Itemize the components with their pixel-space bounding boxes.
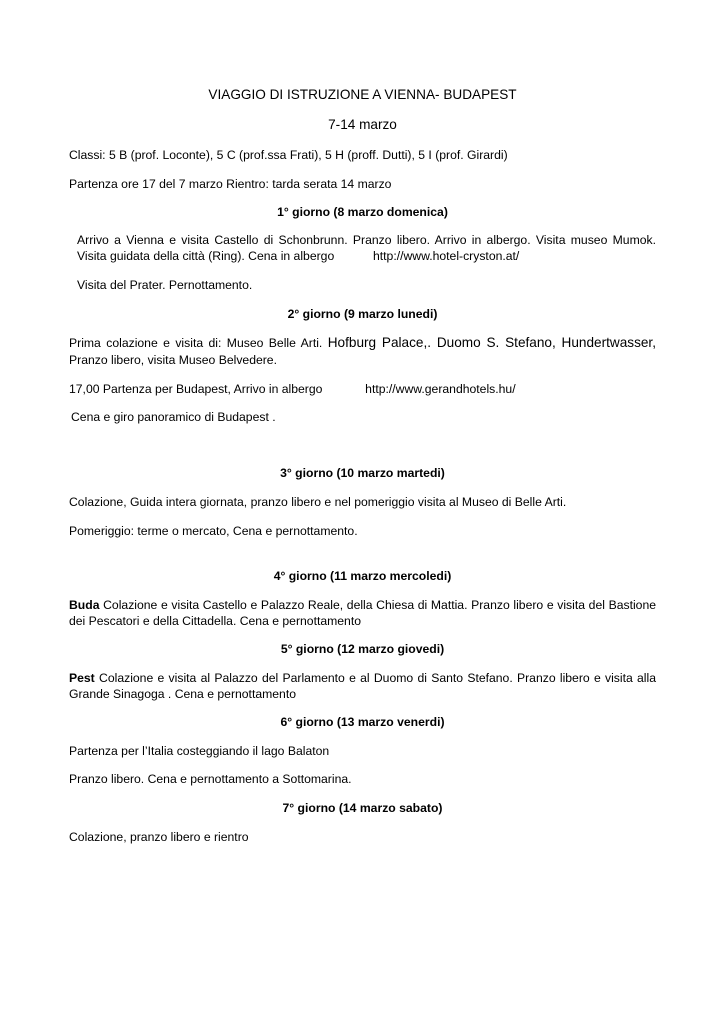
day2-line1 (69, 335, 656, 351)
departure-line: Partenza ore 17 del 7 marzo Rientro: tarda serata 14 marzo (69, 177, 392, 191)
day7-heading: 7° giorno (14 marzo sabato) (282, 801, 443, 815)
day2-line1-sites: Hofburg Palace,. Duomo S. Stefano, Hundertwasser, (327, 335, 656, 350)
day6-line1: Partenza per l’Italia costeggiando il lago Balaton (69, 744, 330, 758)
day1-line1: Arrivo a Vienna e visita Castello di Schonbrunn. Pranzo libero. Arrivo in albergo. Visita museo Mumok. (77, 233, 656, 247)
day4-line1-text: Colazione e visita Castello e Palazzo Reale, della Chiesa di Mattia. Pranzo libero e visita del Bastione (103, 598, 657, 612)
day2-line4: Cena e giro panoramico di Budapest . (71, 410, 276, 424)
day1-line3: Visita del Prater. Pernottamento. (77, 278, 253, 292)
trip-dates: 7-14 marzo (328, 117, 397, 132)
day3-line1: Colazione, Guida intera giornata, pranzo libero e nel pomeriggio visita al Museo di Belle Arti. (69, 495, 567, 509)
document-title: VIAGGIO DI ISTRUZIONE A VIENNA- BUDAPEST (208, 87, 517, 102)
day6-line2: Pranzo libero. Cena e pernottamento a Sottomarina. (69, 772, 352, 786)
day4-bold-label: Buda (69, 598, 100, 612)
day7-line1: Colazione, pranzo libero e rientro (69, 830, 249, 844)
day5-line1 (69, 670, 656, 686)
day2-line2: Pranzo libero, visita Museo Belvedere. (69, 353, 277, 367)
classes-line: Classi: 5 B (prof. Loconte), 5 C (prof.ssa Frati), 5 H (proff. Dutti), 5 I (prof. Girardi) (69, 148, 508, 162)
day2-line1-start: Prima colazione e visita di: Museo Belle Arti. (69, 336, 323, 350)
day6-heading: 6° giorno (13 marzo venerdi) (280, 715, 445, 729)
day1-hotel-link[interactable]: http://www.hotel-cryston.at/ (373, 249, 520, 263)
day3-heading: 3° giorno (10 marzo martedi) (280, 466, 445, 480)
day1-heading: 1° giorno (8 marzo domenica) (277, 205, 448, 219)
day5-heading: 5° giorno (12 marzo giovedi) (280, 642, 445, 656)
day2-heading: 2° giorno (9 marzo lunedi) (287, 307, 438, 321)
day4-line1 (69, 597, 656, 613)
day5-line2: Grande Sinagoga . Cena e pernottamento (69, 687, 296, 701)
day4-line2: dei Pescatori e della Cittadella. Cena e pernottamento (69, 614, 362, 628)
day5-line1-text: Colazione e visita al Palazzo del Parlamento e al Duomo di Santo Stefano. Pranzo libero e visita alla (99, 671, 656, 685)
day2-hotel-link[interactable]: http://www.gerandhotels.hu/ (365, 382, 516, 396)
day2-line3 (69, 381, 516, 397)
day4-heading: 4° giorno (11 marzo mercoledi) (273, 569, 452, 583)
day3-line2: Pomeriggio: terme o mercato, Cena e pernottamento. (69, 524, 358, 538)
day1-line2-text: Visita guidata della città (Ring). Cena in albergo (77, 249, 335, 263)
day5-bold-label: Pest (69, 671, 95, 685)
day2-line3-text: 17,00 Partenza per Budapest, Arrivo in albergo (69, 382, 323, 396)
day1-line2 (77, 248, 519, 264)
